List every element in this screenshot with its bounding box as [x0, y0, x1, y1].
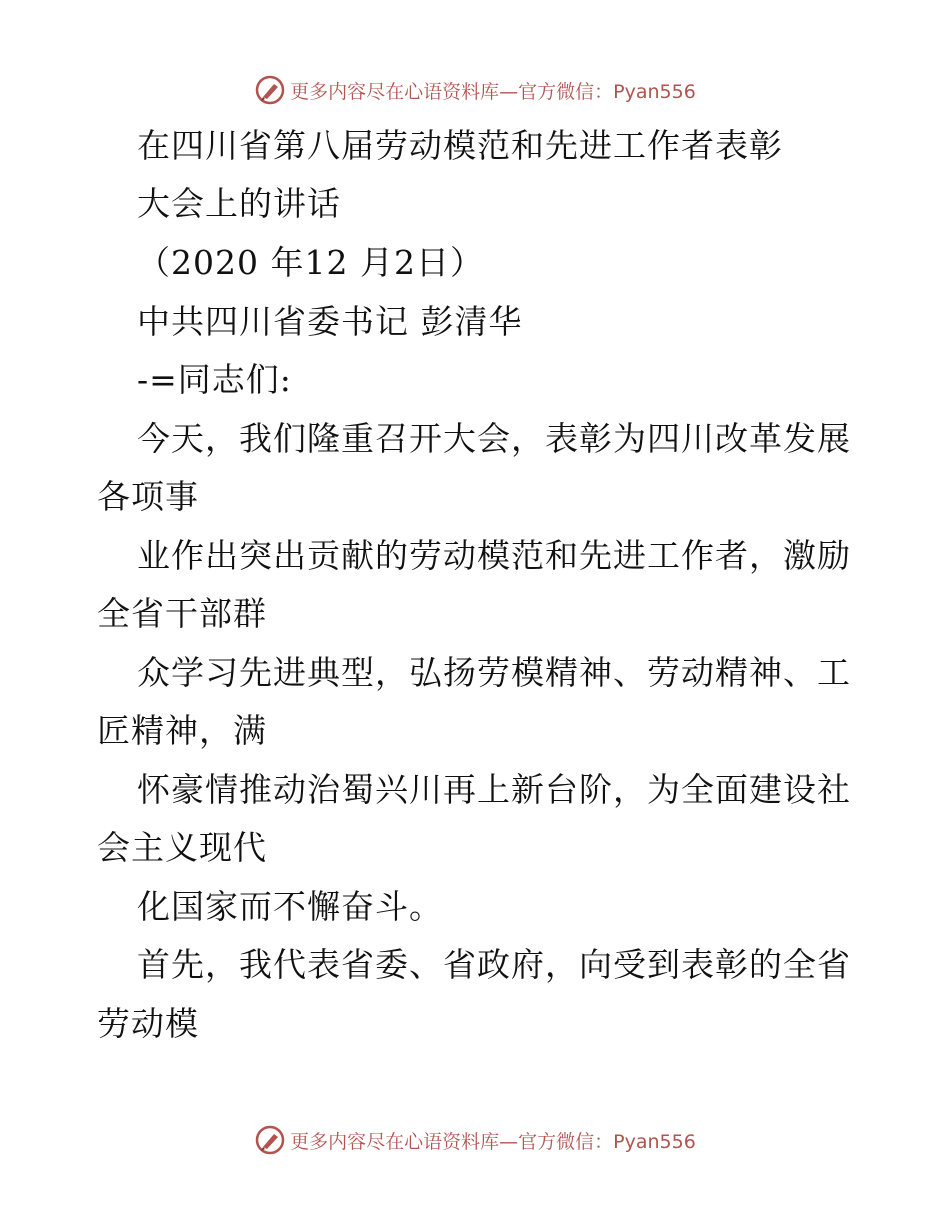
- body-line: 化国家而不懈奋斗。: [137, 887, 443, 926]
- watermark-footer: [0, 1120, 950, 1160]
- watermark-header: [0, 70, 950, 110]
- pen-logo-icon: [254, 1124, 286, 1156]
- document-date: （2020 年12 月2日）: [137, 243, 484, 282]
- body-line: 会主义现代: [97, 828, 267, 867]
- body-line: 众学习先进典型，弘扬劳模精神、劳动精神、工: [137, 653, 851, 692]
- document-salutation: -=同志们:: [137, 360, 292, 399]
- body-line: 各项事: [97, 477, 199, 516]
- watermark-text: 更多内容尽在心语资料库—官方微信：Pyan556: [290, 80, 696, 103]
- body-line: 怀豪情推动治蜀兴川再上新台阶，为全面建设社: [137, 770, 851, 809]
- pen-logo-icon: [254, 74, 286, 106]
- document-title-line-2: 大会上的讲话: [137, 184, 341, 223]
- body-line: 首先，我代表省委、省政府，向受到表彰的全省: [137, 945, 851, 984]
- body-line: 匠精神，满: [97, 711, 267, 750]
- body-line: 业作出突出贡献的劳动模范和先进工作者，激励: [137, 536, 851, 575]
- document-author: 中共四川省委书记 彭清华: [137, 302, 523, 341]
- watermark-text: 更多内容尽在心语资料库—官方微信：Pyan556: [290, 1130, 696, 1153]
- body-line: 今天，我们隆重召开大会，表彰为四川改革发展: [137, 419, 851, 458]
- body-line: 全省干部群: [97, 594, 267, 633]
- document-title-line-1: 在四川省第八届劳动模范和先进工作者表彰: [137, 126, 783, 165]
- body-line: 劳动模: [97, 1004, 199, 1043]
